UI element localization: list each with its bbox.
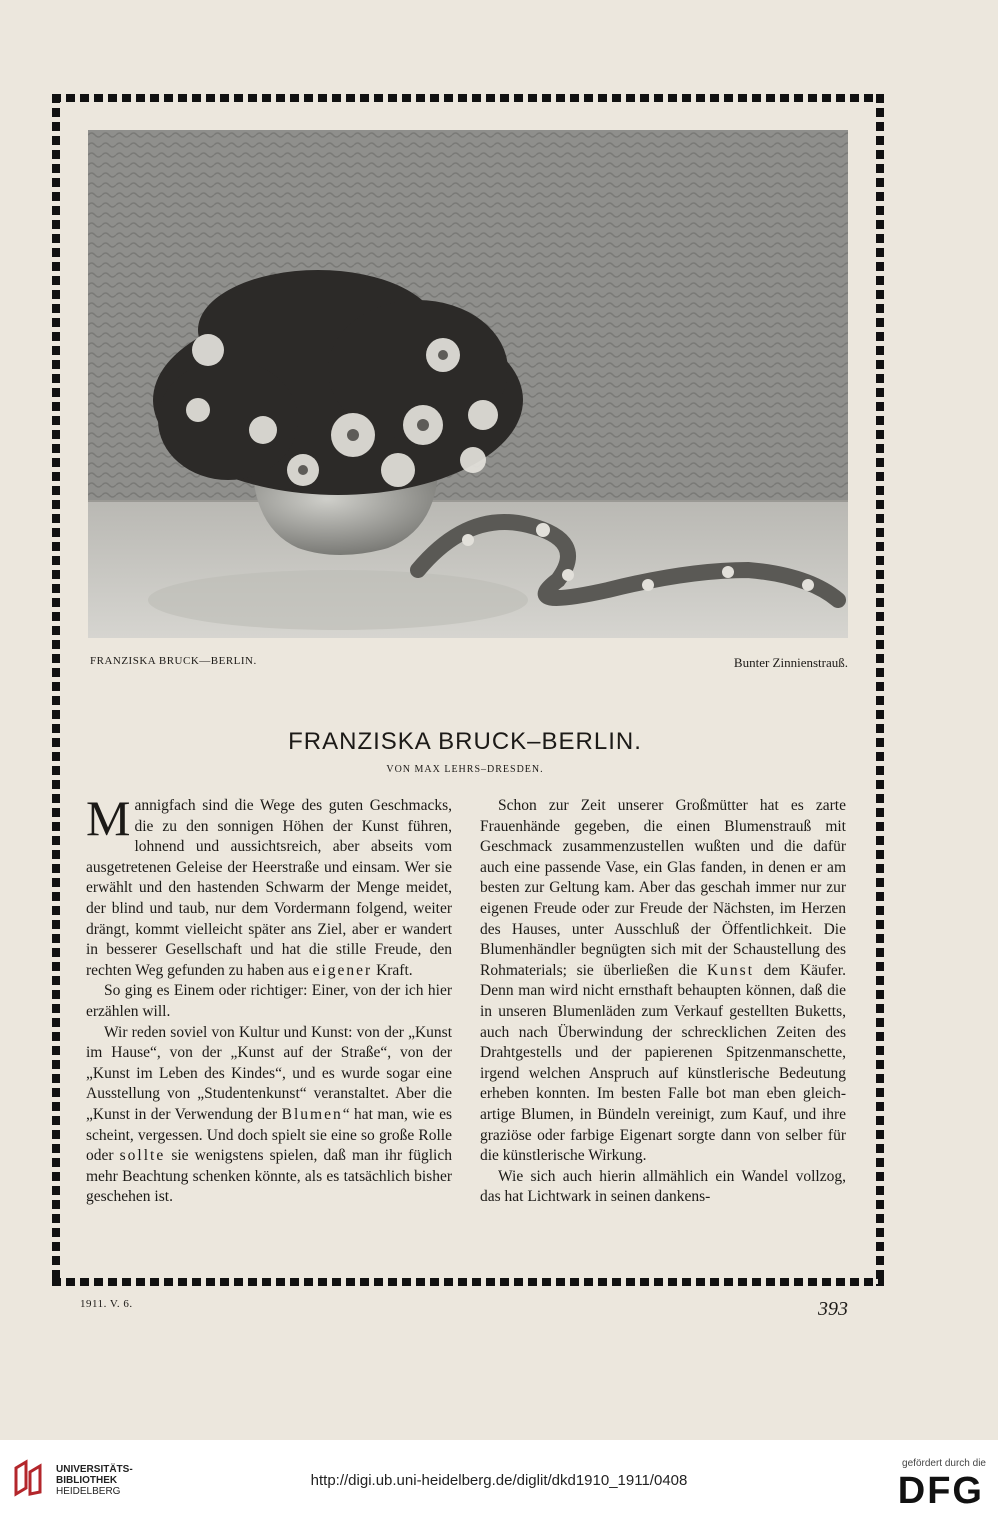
drop-cap: M: [86, 790, 131, 846]
dfg-logo: DFG: [897, 1470, 984, 1512]
text-column-right: [480, 796, 846, 1208]
paragraph-3: Wir reden soviel von Kultur und Kunst: von der „Kunst im Hause“, von der „Kunst auf der Straße“, von der „Kunst im Leben des Kindes“, und es wurde sogar eine Ausstellung von „Studentenkunst“ veranstaltet. Aber die „Kunst in der Verwendung der Blumen“ hat man, wie es scheint, vergessen. Und doch spielt sie eine so große Rolle oder sollte sie wenigstens spielen, daß man ihr füglich mehr Beachtung schenken könnte, als es tatsächlich bisher geschehen ist.: [86, 1023, 452, 1206]
paragraph-1: Mannigfach sind die Wege des guten Geschmacks, die zu den sonnigen Höhen der Kunst führen, lohnend und aussichtsreich, aber abseits vom ausgetretenen Geleise der Heerstraße und einsam. Wer sie erwählt und den hastenden Schwarm der Menge meidet, der blind und taub, nur dem Vordermann folgend, weiter drängt, kommt vielleicht später ans Ziel, aber er wandert in besserer Gesellschaft und hat die stille Freude, den rechten Weg gefunden zu haben aus eigener Kraft.: [86, 790, 452, 979]
permalink-url[interactable]: http://digi.ub.uni-heidelberg.de/diglit/dkd1910_1911/0408: [310, 1472, 688, 1489]
flower-bouquet-photo: [88, 130, 848, 638]
article-title: FRANZISKA BRUCK–BERLIN.: [288, 728, 642, 755]
article-byline: VON MAX LEHRS–DRESDEN.: [386, 764, 544, 775]
funding-note: gefördert durch die: [902, 1458, 986, 1469]
paragraph-5: Wie sich auch hierin allmählich ein Wandel vollzog, das hat Lichtwark in seinen dankens-: [480, 1167, 846, 1206]
digitization-footer: [0, 1440, 998, 1520]
photo-caption-title: Bunter Zinnienstrauß.: [733, 655, 848, 670]
border-right: [876, 94, 884, 1286]
photo-illustration: [88, 130, 848, 638]
text-column-left: [86, 790, 452, 1208]
paragraph-4: Schon zur Zeit unserer Großmütter hat es zarte Frauenhände gegeben, die einen Blumenstrauß mit Geschmack zusammenzustellen wußten und die dafür auch eine passende Vase, ein Glas fanden, in denen er am besten zur Geltung kam. Aber das geschah immer nur zur eigenen Freude oder zur Freude der Nächsten, im Herzen des Hauses, unter Ausschluß der Öffentlichkeit. Die Blumenhändler begnügten sich mit der Schaustellung des Rohmaterials; sie überließen die Kunst dem Käufer. Denn man wird nicht ernsthaft behaupten können, daß die in unseren Blumenläden zum Verkauf gestellten Buketts, auch nach Überwindung der schrecklichen Zeiten des Drahtgestells und der papierenen Spitzenmanschette, irgend welchen Anspruch auf künstlerische Bedeutung erheben konnten. Im besten Falle bot man eben gleichartige Blumen, in Bündeln vereinigt, zum Kauf, und ihre graziöse oder farbige Eigenart sorgte dann von selber für die künstlerische Wirkung.: [480, 797, 846, 1165]
university-library-name: UNIVERSITÄTS- BIBLIOTHEK HEIDELBERG: [56, 1464, 133, 1497]
page-number: 393: [818, 1298, 848, 1320]
border-bottom: [52, 1278, 884, 1286]
border-left: [52, 94, 60, 1286]
volume-mark: 1911. V. 6.: [80, 1298, 133, 1310]
photo-caption-artist: FRANZISKA BRUCK—BERLIN.: [90, 655, 257, 667]
border-top: [52, 94, 884, 102]
paragraph-2: So ging es Einem oder richtiger: Einer, von der ich hier erzählen will.: [86, 982, 452, 1020]
